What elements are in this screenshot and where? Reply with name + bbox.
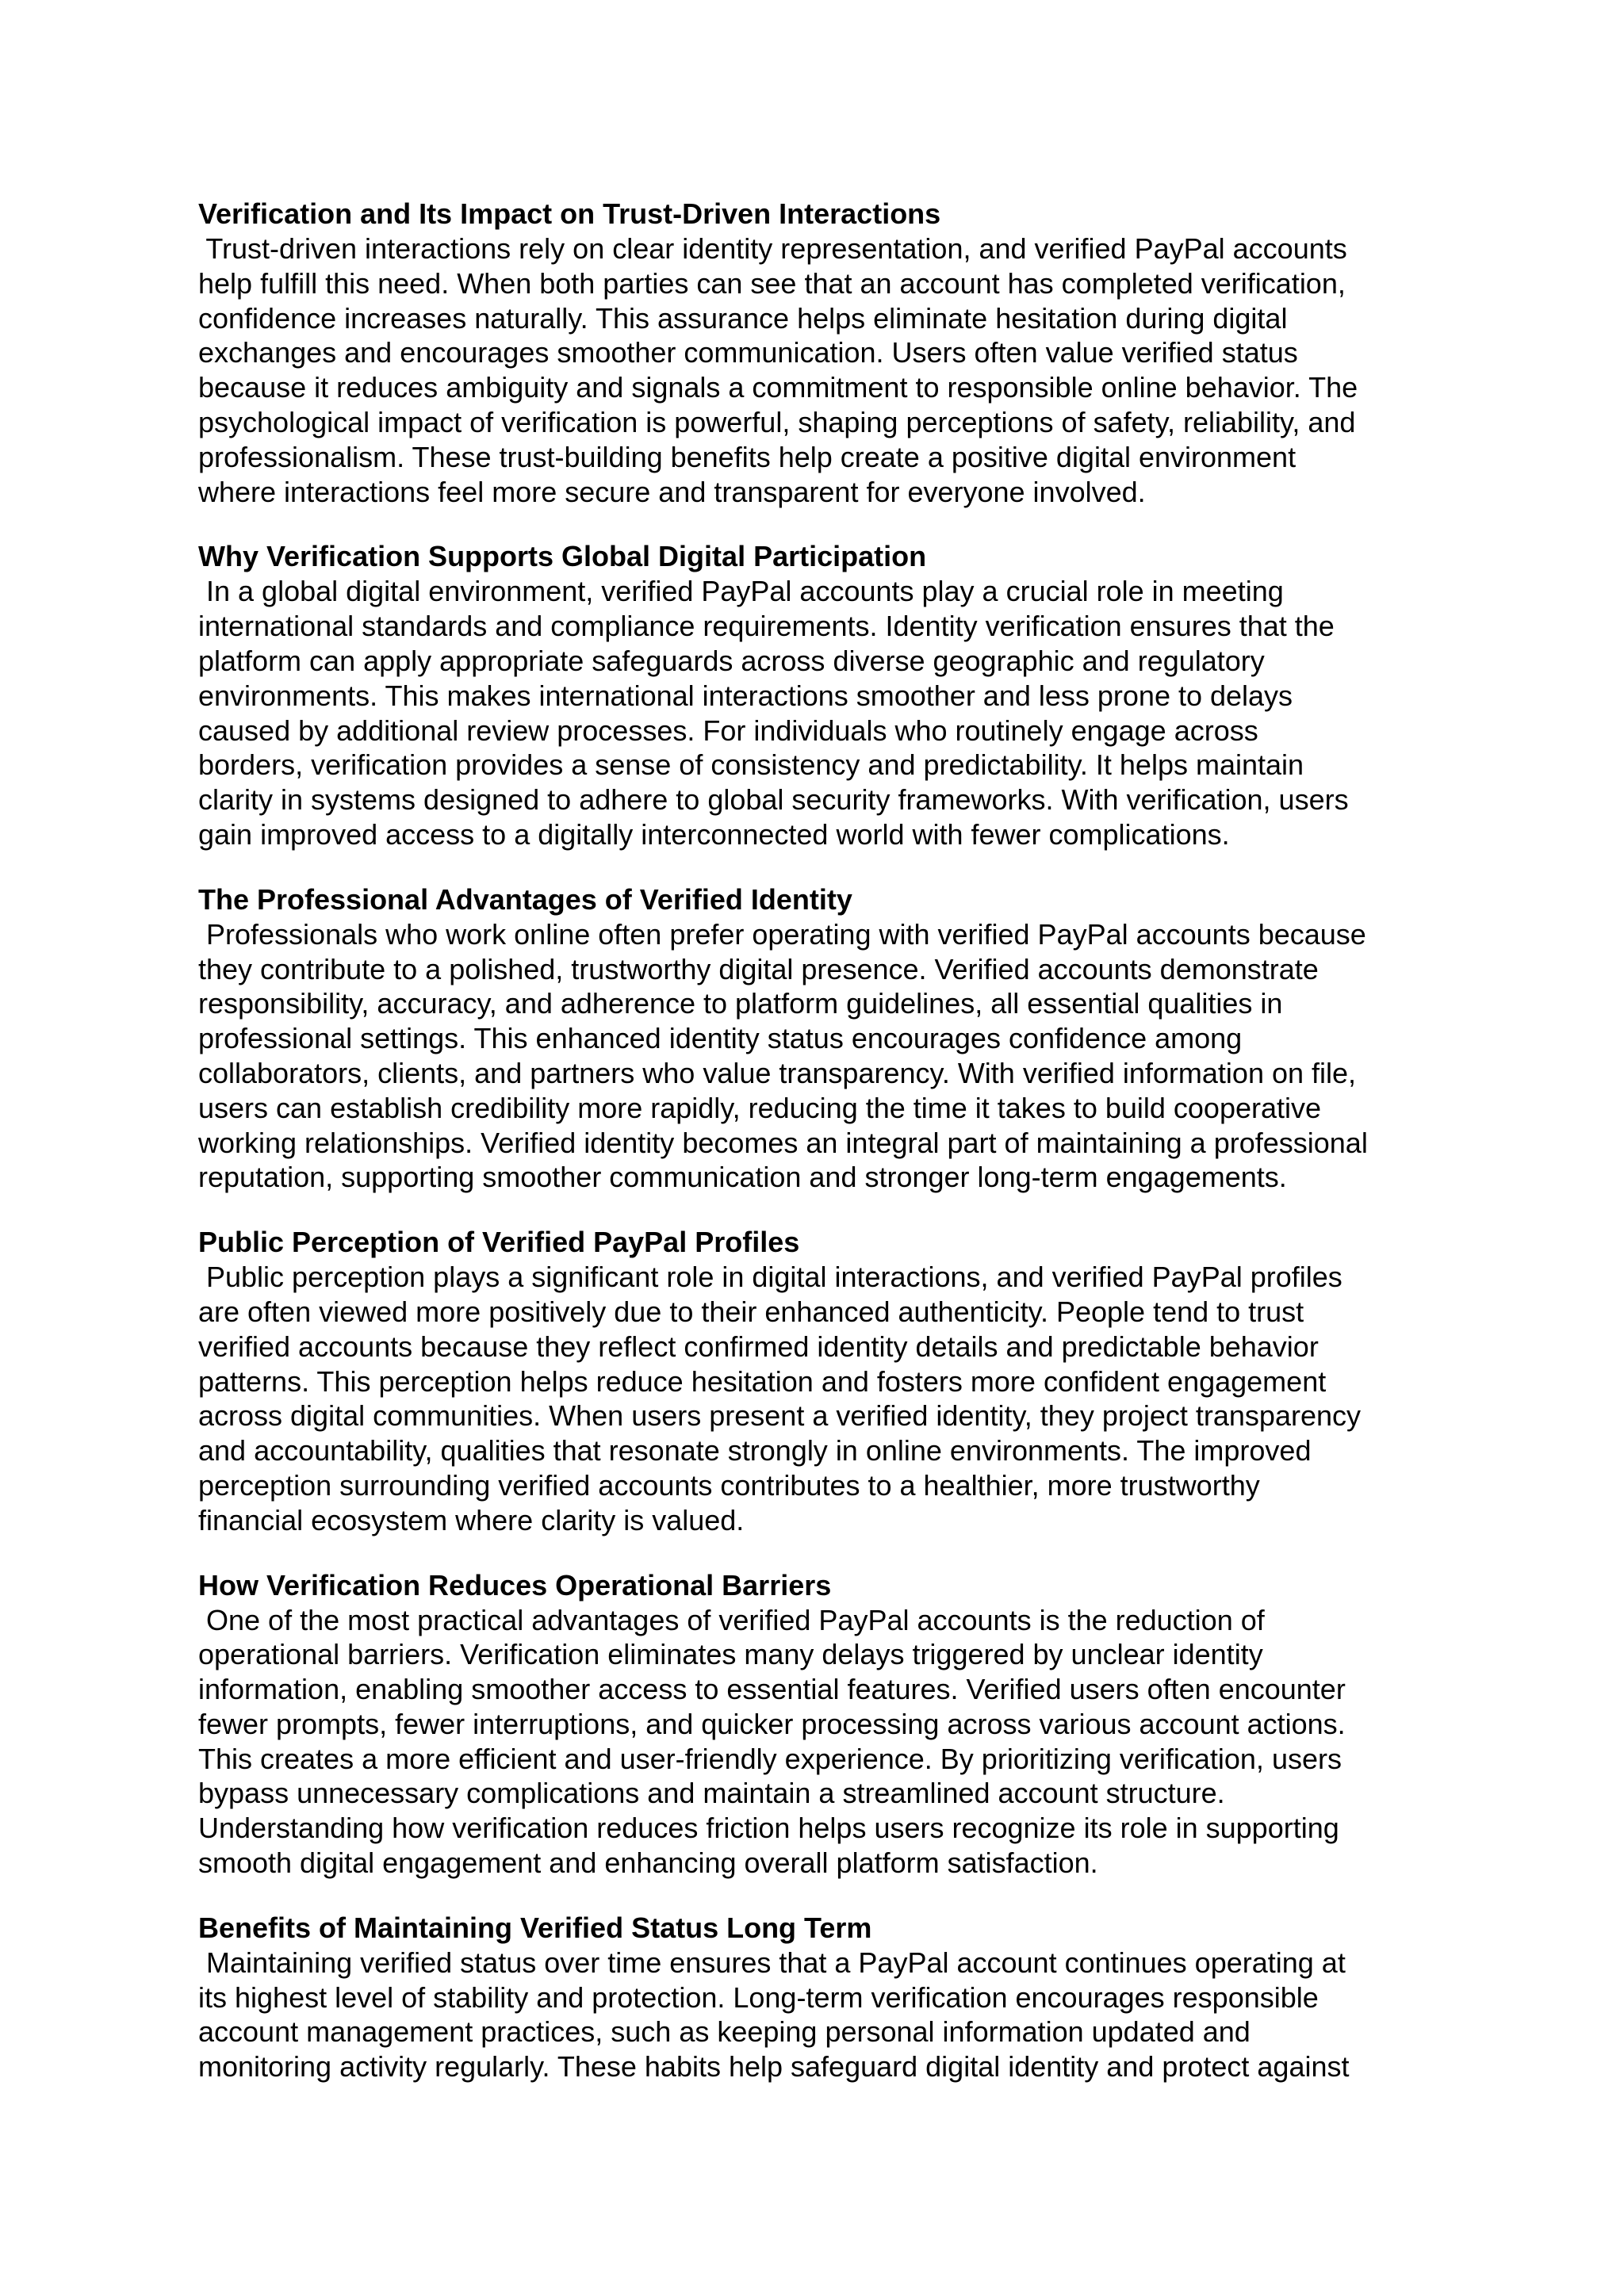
- section-long-term-verified-status: [198, 1911, 1451, 2084]
- body-line: international standards and compliance requirements. Identity verification ensures that the: [198, 610, 1335, 643]
- body-line: clarity in systems designed to adhere to global security frameworks. With verification, users: [198, 783, 1349, 817]
- body-line: Public perception plays a significant role in digital interactions, and verified PayPal profiles: [198, 1261, 1342, 1294]
- section-body: [198, 1603, 1451, 1881]
- body-line: account management practices, such as keeping personal information updated and: [198, 2015, 1251, 2049]
- body-line: its highest level of stability and protection. Long-term verification encourages responsible: [198, 1980, 1319, 2014]
- section-body: [198, 917, 1451, 1195]
- body-line: caused by additional review processes. For individuals who routinely engage across: [198, 714, 1258, 747]
- section-heading: The Professional Advantages of Verified Identity: [198, 882, 852, 916]
- body-line: patterns. This perception helps reduce hesitation and fosters more confident engagement: [198, 1364, 1327, 1398]
- body-line: perception surrounding verified accounts contributes to a healthier, more trustworthy: [198, 1468, 1260, 1502]
- body-line: responsibility, accuracy, and adherence to platform guidelines, all essential qualities in: [198, 987, 1283, 1020]
- body-line: financial ecosystem where clarity is valued.: [198, 1503, 745, 1536]
- body-line: and accountability, qualities that resonate strongly in online environments. The improved: [198, 1434, 1312, 1468]
- body-line: are often viewed more positively due to their enhanced authenticity. People tend to trust: [198, 1295, 1304, 1328]
- section-heading: Why Verification Supports Global Digital Participation: [198, 540, 927, 573]
- body-line: help fulfill this need. When both parties can see that an account has completed verification,: [198, 266, 1346, 300]
- section-heading: Verification and Its Impact on Trust-Driven Interactions: [198, 197, 941, 230]
- body-line: In a global digital environment, verified PayPal accounts play a crucial role in meeting: [198, 575, 1284, 608]
- body-line: information, enabling smoother access to essential features. Verified users often encounter: [198, 1673, 1346, 1706]
- document-page: [198, 197, 1451, 2114]
- body-line: users can establish credibility more rapidly, reducing the time it takes to build cooperative: [198, 1091, 1322, 1124]
- body-line: Understanding how verification reduces friction helps users recognize its role in supporting: [198, 1812, 1339, 1845]
- body-line: fewer prompts, fewer interruptions, and quicker processing across various account actions.: [198, 1707, 1346, 1740]
- body-line: reputation, supporting smoother communication and stronger long-term engagements.: [198, 1161, 1287, 1194]
- body-line: Trust-driven interactions rely on clear identity representation, and verified PayPal accounts: [198, 232, 1347, 265]
- section-public-perception: [198, 1225, 1451, 1537]
- body-line: they contribute to a polished, trustworthy digital presence. Verified accounts demonstrate: [198, 952, 1319, 985]
- body-line: across digital communities. When users present a verified identity, they project transparency: [198, 1399, 1361, 1433]
- body-line: professionalism. These trust-building benefits help create a positive digital environment: [198, 440, 1297, 473]
- section-operational-barriers: [198, 1568, 1451, 1881]
- body-line: confidence increases naturally. This assurance helps eliminate hesitation during digital: [198, 301, 1288, 335]
- section-trust-driven-interactions: [198, 197, 1451, 509]
- body-line: One of the most practical advantages of verified PayPal accounts is the reduction of: [198, 1603, 1265, 1636]
- body-line: environments. This makes international interactions smoother and less prone to delays: [198, 679, 1293, 712]
- body-line: This creates a more efficient and user-friendly experience. By prioritizing verification, users: [198, 1742, 1342, 1775]
- section-heading: How Verification Reduces Operational Barriers: [198, 1568, 832, 1601]
- section-heading: Benefits of Maintaining Verified Status Long Term: [198, 1911, 872, 1944]
- body-line: platform can apply appropriate safeguards across diverse geographic and regulatory: [198, 644, 1265, 677]
- section-professional-advantages: [198, 882, 1451, 1195]
- body-line: bypass unnecessary complications and maintain a streamlined account structure.: [198, 1777, 1225, 1810]
- body-line: smooth digital engagement and enhancing overall platform satisfaction.: [198, 1846, 1098, 1880]
- section-body: [198, 1260, 1451, 1537]
- body-line: collaborators, clients, and partners who value transparency. With verified information on file,: [198, 1056, 1357, 1089]
- section-body: [198, 232, 1451, 509]
- body-line: verified accounts because they reflect confirmed identity details and predictable behavior: [198, 1330, 1319, 1363]
- section-heading: Public Perception of Verified PayPal Profiles: [198, 1226, 800, 1259]
- body-line: operational barriers. Verification eliminates many delays triggered by unclear identity: [198, 1638, 1263, 1671]
- body-line: where interactions feel more secure and transparent for everyone involved.: [198, 475, 1146, 508]
- section-body: [198, 574, 1451, 851]
- body-line: psychological impact of verification is powerful, shaping perceptions of safety, reliability, and: [198, 405, 1356, 438]
- body-line: Maintaining verified status over time ensures that a PayPal account continues operating at: [198, 1946, 1346, 1979]
- body-line: exchanges and encourages smoother communication. Users often value verified status: [198, 336, 1298, 369]
- section-body: [198, 1946, 1451, 2084]
- body-line: gain improved access to a digitally interconnected world with fewer complications.: [198, 817, 1230, 851]
- section-global-digital-participation: [198, 539, 1451, 851]
- body-line: borders, verification provides a sense of consistency and predictability. It helps maintain: [198, 748, 1304, 782]
- body-line: professional settings. This enhanced identity status encourages confidence among: [198, 1022, 1243, 1055]
- body-line: Professionals who work online often prefer operating with verified PayPal accounts because: [198, 917, 1366, 951]
- body-line: because it reduces ambiguity and signals a commitment to responsible online behavior. The: [198, 371, 1358, 404]
- body-line: working relationships. Verified identity becomes an integral part of maintaining a professional: [198, 1126, 1368, 1159]
- body-line: monitoring activity regularly. These habits help safeguard digital identity and protect against: [198, 2050, 1350, 2084]
